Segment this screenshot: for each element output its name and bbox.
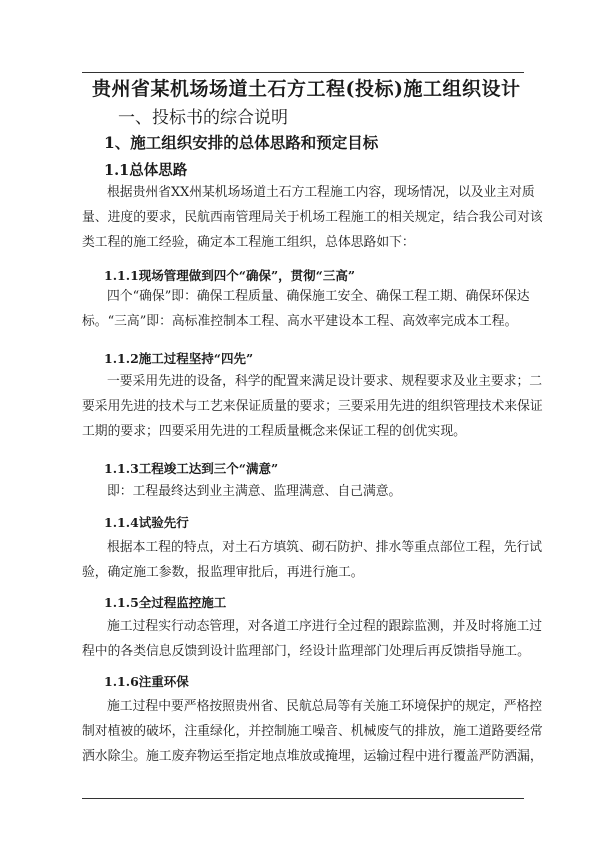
paragraph-line: 根据本工程的特点，对土石方填筑、砌石防护、排水等重点部位工程，先行试 (107, 540, 543, 555)
item-heading-1-1-5: 1.1.5全过程监控施工 (104, 595, 227, 610)
item-paragraph-1-1-5 (82, 614, 543, 664)
paragraph-line: 标。“三高”即：高标准控制本工程、高水平建设本工程、高效率完成本工程。 (82, 314, 518, 329)
paragraph-line: 四个“确保”即：确保工程质量、确保施工安全、确保工程工期、确保环保达 (107, 289, 530, 304)
top-rule (82, 72, 524, 73)
subsection-heading-1-1-overall: 1.1总体思路 (104, 162, 188, 179)
item-paragraph-1-1-3 (82, 479, 524, 504)
item-heading-1-1-4: 1.1.4试验先行 (104, 515, 189, 530)
paragraph-line: 制对植被的破坏，注重绿化，并控制施工噪音、机械废气的排放，施工道路要经常 (82, 724, 543, 739)
paragraph-line: 即：工程最终达到业主满意、监理满意、自己满意。 (107, 484, 402, 499)
paragraph-line: 一要采用先进的设备，科学的配置来满足设计要求、规程要求及业主要求；二 (107, 374, 543, 389)
paragraph-line: 根据贵州省XX州某机场场道土石方工程施工内容，现场情况，以及业主对质 (107, 185, 535, 200)
intro-paragraph (82, 180, 543, 255)
item-paragraph-1-1-4 (82, 535, 543, 585)
document-title: 贵州省某机场场道土石方工程(投标)施工组织设计 (92, 78, 521, 100)
paragraph-line: 程中的各类信息反馈到设计监理部门，经设计监理部门处理后再反馈指导施工。 (82, 644, 530, 659)
paragraph-line: 要采用先进的技术与工艺来保证质量的要求；三要采用先进的组织管理技术来保证 (82, 399, 543, 414)
paragraph-line: 类工程的施工经验，确定本工程施工组织，总体思路如下： (82, 235, 415, 250)
paragraph-line: 洒水除尘。施工废弃物运至指定地点堆放或掩埋，运输过程中进行覆盖严防洒漏， (82, 749, 543, 764)
paragraph-line: 施工过程实行动态管理，对各道工序进行全过程的跟踪监测，并及时将施工过 (107, 619, 543, 634)
paragraph-line: 工期的要求；四要采用先进的工程质量概念来保证工程的创优实现。 (82, 424, 466, 439)
paragraph-line: 验，确定施工参数，报监理审批后，再进行施工。 (82, 565, 364, 580)
subsection-heading-1-1: 1、施工组织安排的总体思路和预定目标 (104, 133, 379, 152)
item-heading-1-1-3: 1.1.3工程竣工达到三个“满意” (104, 461, 279, 476)
item-paragraph-1-1-2 (82, 369, 543, 444)
item-paragraph-1-1-6 (82, 694, 543, 769)
paragraph-line: 施工过程中要严格按照贵州省、民航总局等有关施工环境保护的规定，严格控 (107, 699, 543, 714)
item-paragraph-1-1-1 (82, 284, 530, 334)
item-heading-1-1-6: 1.1.6注重环保 (104, 674, 189, 689)
item-heading-1-1-2: 1.1.2施工过程坚持“四先” (104, 351, 254, 366)
section-heading-1: 一、投标书的综合说明 (118, 108, 288, 128)
paragraph-line: 量、进度的要求，民航西南管理局关于机场工程施工的相关规定，结合我公司对该 (82, 210, 543, 225)
bottom-rule (82, 798, 524, 799)
item-heading-1-1-1: 1.1.1现场管理做到四个“确保”，贯彻“三高” (104, 268, 356, 283)
